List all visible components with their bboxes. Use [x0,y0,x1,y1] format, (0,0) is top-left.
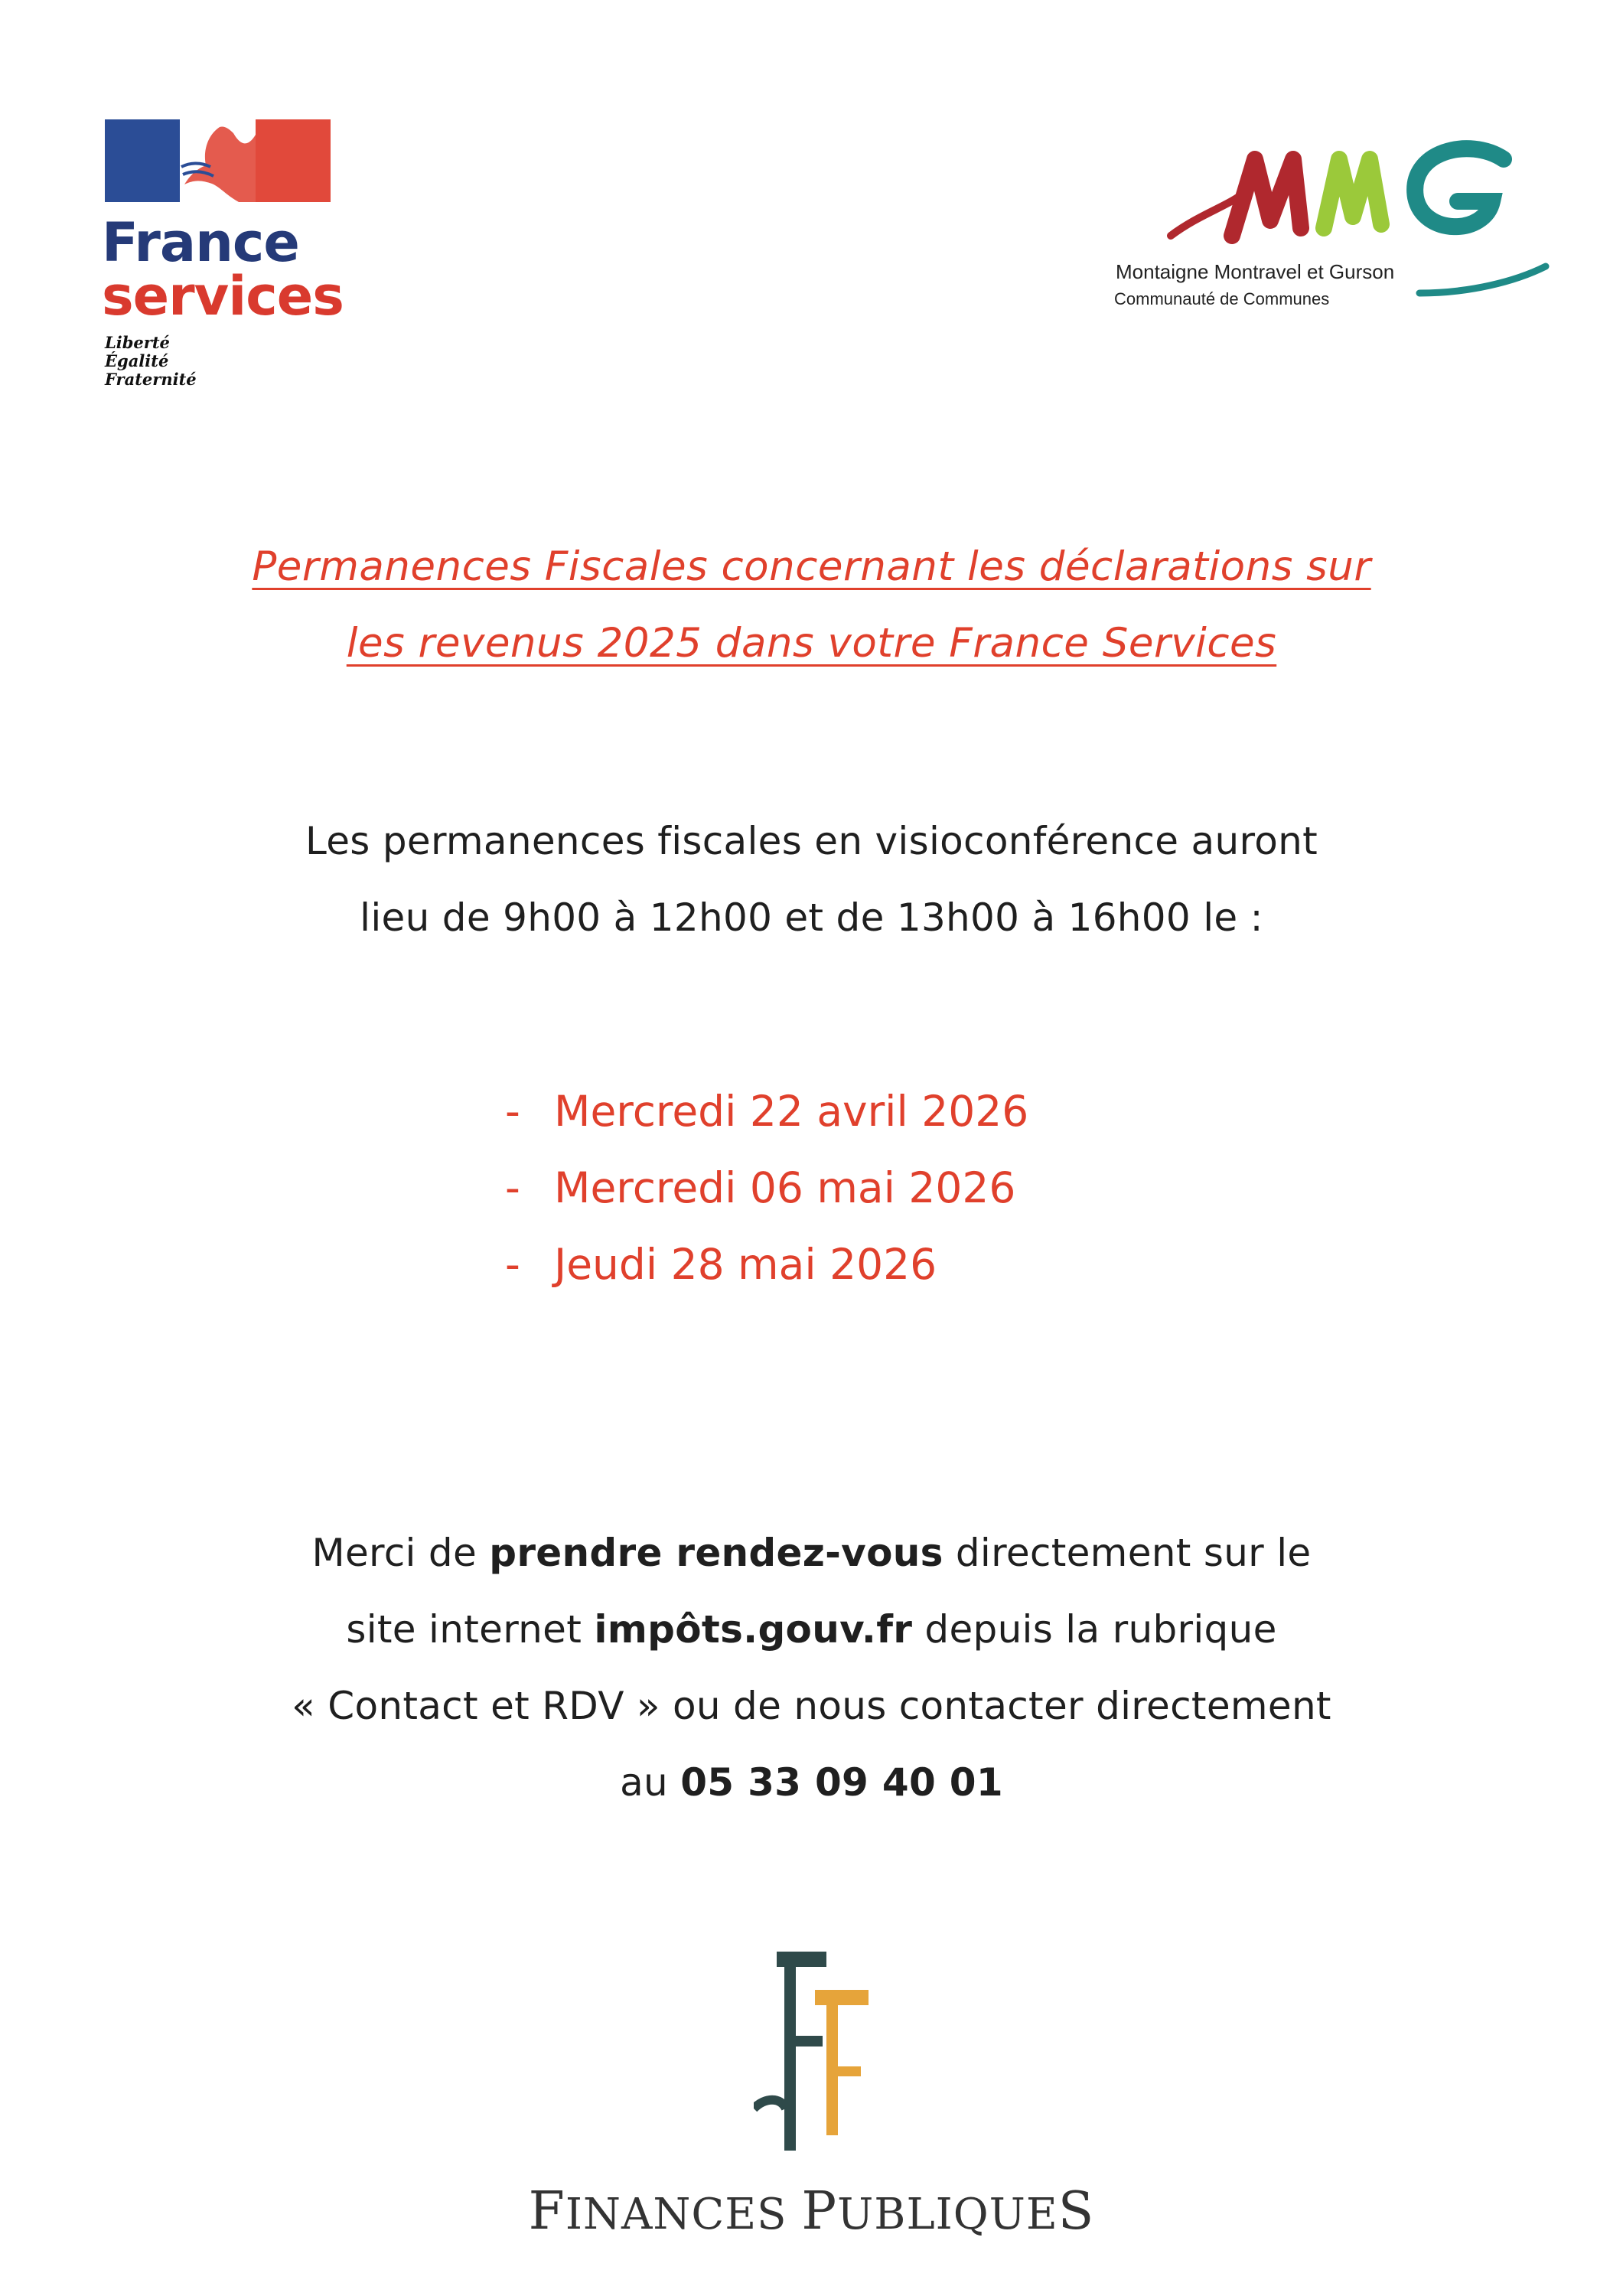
rdv-line-1 [0,1531,1623,1575]
title-line-1-text: Permanences Fiscales concernant les déclarations sur [252,543,1371,590]
rdv-text: Merci de [311,1531,490,1575]
title-line-2-text: les revenus 2025 dans votre France Services [346,620,1277,667]
mmg-subtitle: Communauté de Communes [1114,289,1330,308]
date-label: Jeudi 28 mai 2026 [554,1240,937,1289]
list-dash: - [505,1163,520,1212]
website-name: impôts.gouv.fr [594,1607,913,1652]
list-dash: - [505,1087,520,1136]
fp-letter: F [528,2181,565,2242]
fp-word: INANCES [565,2190,787,2239]
list-dash: - [505,1240,520,1289]
rdv-line-3: « Contact et RDV » ou de nous contacter directement [292,1684,1331,1728]
marianne-flag-icon [105,119,331,202]
date-list-item [505,1240,937,1289]
title-line-2 [0,620,1623,667]
rdv-text: site internet [346,1607,595,1652]
fp-letter: P [801,2181,838,2242]
mmg-name: Montaigne Montravel et Gurson [1116,260,1395,283]
date-label: Mercredi 22 avril 2026 [554,1087,1029,1136]
finances-publiques-wordmark [0,2181,1623,2242]
motto-liberte: Liberté [105,333,170,352]
rdv-line-2 [0,1607,1623,1652]
rdv-text: depuis la rubrique [912,1607,1277,1652]
france-services-word-services: services [102,265,344,328]
date-label: Mercredi 06 mai 2026 [554,1163,1016,1212]
date-list-item [505,1087,1028,1136]
finances-publiques-mark-icon [754,1944,876,2158]
date-list-item [505,1163,1015,1212]
rdv-text: directement sur le [943,1531,1312,1575]
motto-fraternite: Fraternité [105,370,197,389]
fp-letter: S [1058,2181,1095,2242]
motto-egalite: Égalité [105,351,169,370]
intro-line-2: lieu de 9h00 à 12h00 et de 13h00 à 16h00 le : [360,895,1263,940]
rdv-text: au [620,1760,681,1805]
title-line-1 [0,543,1623,590]
rdv-line-4 [0,1760,1623,1805]
rdv-emphasis: prendre rendez-vous [489,1531,943,1575]
phone-number: 05 33 09 40 01 [680,1760,1003,1805]
fp-word: UBLIQUE [837,2190,1058,2239]
intro-line-1: Les permanences fiscales en visioconférence auront [305,819,1318,863]
france-services-word-france: France [102,211,299,274]
